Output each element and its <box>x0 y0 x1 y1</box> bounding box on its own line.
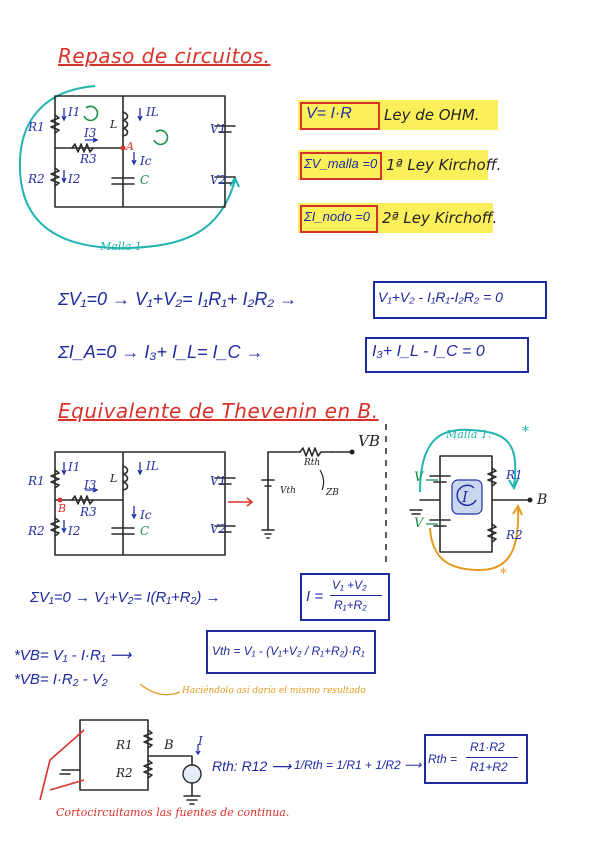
c2-label-i3: I3 <box>84 478 97 492</box>
label-v2: V2 <box>210 173 227 187</box>
eq3-num: V₁ +V₂ <box>332 578 367 592</box>
law-text-k1: 1ª Ley Kirchoff. <box>386 156 502 174</box>
eq2-box-text: I₃+ I_L - I_C = 0 <box>372 343 485 360</box>
c3-label-b: B <box>164 738 174 753</box>
eq4-box-text: Vth = V₁ - (V₁+V₂ / R₁+R₂)·R₁ <box>212 644 365 658</box>
eq-parallel: 1/Rth = 1/R1 + 1/R2 ⟶ <box>294 758 422 772</box>
c3-label-i: I <box>198 734 203 748</box>
r-label-r1: R1 <box>506 468 523 482</box>
c2-label-il: IL <box>146 459 159 473</box>
c2-label-v2: V2 <box>210 522 227 536</box>
c2-label-r3: R3 <box>80 505 97 519</box>
c2-label-b: B <box>58 502 67 515</box>
star-orange: * <box>500 566 507 582</box>
label-zb: ZB <box>326 488 339 498</box>
label-r2: R2 <box>28 172 45 186</box>
law-formula-k1: ΣV_malla =0 <box>304 156 378 171</box>
c2-label-c: C <box>140 524 150 538</box>
r-label-i: I <box>462 488 468 506</box>
label-v1: V1 <box>210 122 227 136</box>
section2-title: Equivalente de Thevenin en B. <box>58 399 379 423</box>
eq1-left: ΣV₁=0 → V₁+V₂= I₁R₁+ I₂R₂ → <box>58 289 298 309</box>
eq-rth-box-den: R1+R2 <box>470 760 508 774</box>
label-node-a: A <box>126 140 134 153</box>
label-r3: R3 <box>80 152 97 166</box>
c2-label-i1: I1 <box>68 460 81 474</box>
r-label-v2: V <box>414 516 424 531</box>
label-c: C <box>140 173 150 187</box>
label-i3: I3 <box>84 126 97 140</box>
c2-label-r1: R1 <box>28 474 45 488</box>
eq4: *VB= V₁ - I·R₁ ⟶ <box>14 647 132 664</box>
eq3-den: R₁+R₂ <box>334 598 367 612</box>
law-formula-ohm: V= I·R <box>306 105 352 122</box>
eq5-note: Haciéndolo así daría el mismo resultado <box>182 686 366 696</box>
c2-label-r2: R2 <box>28 524 45 538</box>
eq-rth-box-num: R1·R2 <box>470 740 505 754</box>
section1-title: Repaso de circuitos. <box>58 44 271 68</box>
eq-rth-fraction-bar <box>466 757 518 758</box>
r-label-r2: R2 <box>506 528 523 542</box>
law-text-ohm: Ley de OHM. <box>384 106 480 124</box>
label-i1: I1 <box>68 105 81 119</box>
eq5: *VB= I·R₂ - V₂ <box>14 671 108 688</box>
label-mesh-1: Malla 1 <box>100 240 142 253</box>
label-rth: Rth <box>304 458 321 468</box>
c2-label-v1: V1 <box>210 474 227 488</box>
law-formula-k2: ΣI_nodo =0 <box>304 209 370 224</box>
r-label-b: B <box>537 492 548 508</box>
star-cyan: * <box>522 424 529 440</box>
eq1-box-text: V₁+V₂ - I₁R₁-I₂R₂ = 0 <box>378 289 503 305</box>
law-text-k2: 2ª Ley Kirchoff. <box>382 209 498 227</box>
c3-label-r2: R2 <box>116 766 133 780</box>
eq2-left: ΣI_A=0 → I₃+ I_L= I_C → <box>58 342 264 362</box>
label-i2: I2 <box>68 172 81 186</box>
eq3-box-i: I = <box>306 588 324 605</box>
c2-label-ic: Ic <box>140 508 152 522</box>
c2-label-i2: I2 <box>68 524 81 538</box>
label-l: L <box>110 118 118 131</box>
label-vth: Vth <box>280 486 296 496</box>
c2-label-l: L <box>110 472 118 485</box>
label-ic: Ic <box>140 154 152 168</box>
label-il: IL <box>146 105 159 119</box>
eq-rth: Rth: R12 ⟶ <box>212 758 292 774</box>
label-mesh-1-right: Malla 1. <box>446 428 492 441</box>
c3-label-r1: R1 <box>116 738 133 752</box>
eq3-left: ΣV₁=0 → V₁+V₂= I(R₁+R₂) → <box>30 589 221 606</box>
label-vb: VB <box>358 432 380 450</box>
label-r1: R1 <box>28 120 45 134</box>
r-label-v1: V <box>414 470 424 485</box>
note-shortcircuit: Cortocircuitamos las fuentes de continua. <box>56 806 290 819</box>
eq-rth-box-l: Rth = <box>428 752 458 766</box>
